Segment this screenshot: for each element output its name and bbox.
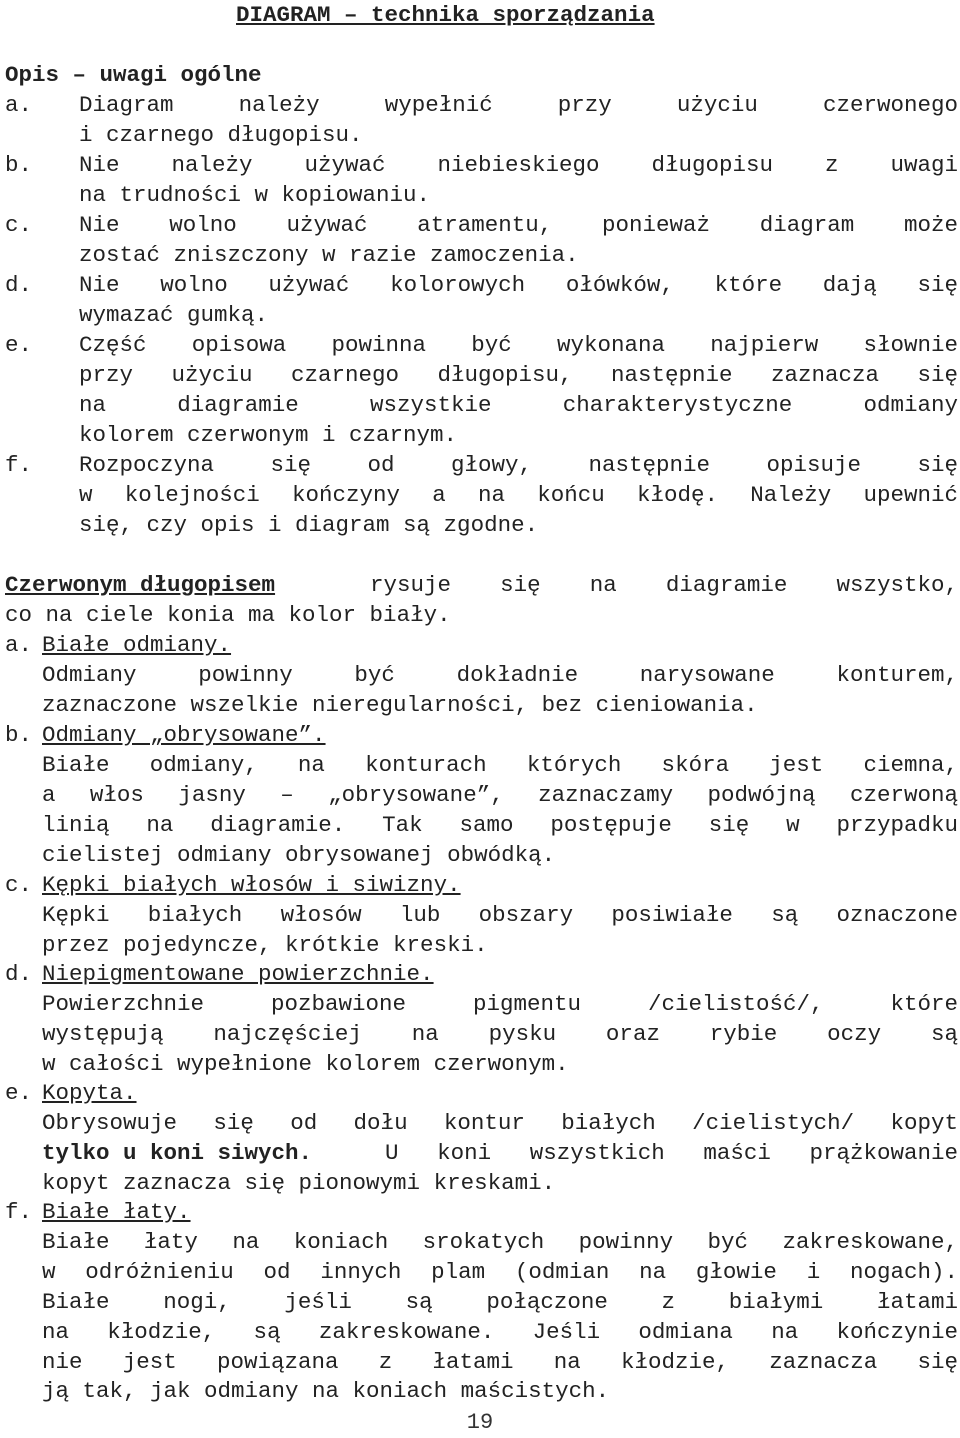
list-marker: f. bbox=[5, 1199, 33, 1225]
subsection-text: występują najczęściej na pysku oraz rybie oczy są bbox=[42, 1021, 958, 1047]
list-item-text: przy użyciu czarnego długopisu, następnie zaznacza się bbox=[79, 362, 958, 388]
list-item-text: Nie wolno używać atramentu, ponieważ diagram może bbox=[79, 212, 958, 238]
list-item-text: Część opisowa powinna być wykonana najpierw słownie bbox=[79, 332, 958, 358]
list-marker: d. bbox=[5, 272, 33, 298]
subsection-heading: Niepigmentowane powierzchnie. bbox=[42, 961, 434, 987]
subsection-bold-text: tylko u koni siwych. bbox=[42, 1140, 313, 1166]
subsection-text: a włos jasny – „obrysowane”, zaznaczamy podwójną czerwoną bbox=[42, 782, 958, 808]
subsection-text: zaznaczone wszelkie nieregularności, bez cieniowania. bbox=[42, 692, 758, 718]
list-item-text: i czarnego długopisu. bbox=[79, 122, 363, 148]
section-heading-general: Opis – uwagi ogólne bbox=[5, 62, 262, 88]
list-item-text: Rozpoczyna się od głowy, następnie opisuje się bbox=[79, 452, 958, 478]
list-item-text: na trudności w kopiowaniu. bbox=[79, 182, 431, 208]
subsection-heading: Odmiany „obrysowane”. bbox=[42, 722, 326, 748]
page-title: DIAGRAM – technika sporządzania bbox=[236, 2, 655, 28]
subsection-heading: Kępki białych włosów i siwizny. bbox=[42, 872, 461, 898]
list-item-text: Nie wolno używać kolorowych ołówków, które dają się bbox=[79, 272, 958, 298]
subsection-text: U koni wszystkich maści prążkowanie bbox=[385, 1140, 958, 1166]
list-item-text: wymazać gumką. bbox=[79, 302, 269, 328]
subsection-heading: Kopyta. bbox=[42, 1080, 137, 1106]
subsection-text: na kłodzie, są zakreskowane. Jeśli odmiana na kończynie bbox=[42, 1319, 958, 1345]
subsection-text: Białe odmiany, na konturach których skóra jest ciemna, bbox=[42, 752, 958, 778]
list-item-text: zostać zniszczony w razie zamoczenia. bbox=[79, 242, 579, 268]
subsection-text: przez pojedyncze, krótkie kreski. bbox=[42, 932, 488, 958]
red-pen-heading: Czerwonym długopisem bbox=[5, 572, 276, 598]
subsection-text: nie jest powiązana z łatami na kłodzie, zaznacza się bbox=[42, 1349, 958, 1375]
list-marker: d. bbox=[5, 961, 33, 987]
list-marker: b. bbox=[5, 152, 33, 178]
list-marker: c. bbox=[5, 212, 33, 238]
list-item-text: na diagramie wszystkie charakterystyczne odmiany bbox=[79, 392, 958, 418]
list-item-text: Diagram należy wypełnić przy użyciu czerwonego bbox=[79, 92, 958, 118]
list-item-text: się, czy opis i diagram są zgodne. bbox=[79, 512, 539, 538]
subsection-text: linią na diagramie. Tak samo postępuje się w przypadku bbox=[42, 812, 958, 838]
subsection-text: Kępki białych włosów lub obszary posiwiałe są oznaczone bbox=[42, 902, 958, 928]
list-item-text: w kolejności kończyny a na końcu kłodę. Należy upewnić bbox=[79, 482, 958, 508]
subsection-text: w całości wypełnione kolorem czerwonym. bbox=[42, 1051, 569, 1077]
list-marker: a. bbox=[5, 92, 33, 118]
subsection-text: kopyt zaznacza się pionowymi kreskami. bbox=[42, 1170, 556, 1196]
page-number: 19 bbox=[466, 1410, 494, 1435]
list-item-text: kolorem czerwonym i czarnym. bbox=[79, 422, 458, 448]
list-item-text: Nie należy używać niebieskiego długopisu z uwagi bbox=[79, 152, 958, 178]
subsection-text: Białe łaty na koniach srokatych powinny być zakreskowane, bbox=[42, 1229, 958, 1255]
subsection-text: ją tak, jak odmiany na koniach maścistych. bbox=[42, 1378, 610, 1404]
subsection-heading: Białe łaty. bbox=[42, 1199, 191, 1225]
subsection-heading: Białe odmiany. bbox=[42, 632, 232, 658]
list-marker: b. bbox=[5, 722, 33, 748]
list-marker: e. bbox=[5, 332, 33, 358]
list-marker: e. bbox=[5, 1080, 33, 1106]
list-marker: c. bbox=[5, 872, 33, 898]
subsection-text: Odmiany powinny być dokładnie narysowane konturem, bbox=[42, 662, 958, 688]
subsection-text: w odróżnieniu od innych plam (odmian na głowie i nogach). bbox=[42, 1259, 958, 1285]
list-marker: a. bbox=[5, 632, 33, 658]
subsection-text: Obrysowuje się od dołu kontur białych /cielistych/ kopyt bbox=[42, 1110, 958, 1136]
subsection-text: Białe nogi, jeśli są połączone z białymi łatami bbox=[42, 1289, 958, 1315]
list-marker: f. bbox=[5, 452, 33, 478]
red-pen-intro: co na ciele konia ma kolor biały. bbox=[5, 602, 451, 628]
subsection-text: cielistej odmiany obrysowanej obwódką. bbox=[42, 842, 556, 868]
subsection-text: Powierzchnie pozbawione pigmentu /cielistość/, które bbox=[42, 991, 958, 1017]
red-pen-intro: rysuje się na diagramie wszystko, bbox=[370, 572, 958, 598]
